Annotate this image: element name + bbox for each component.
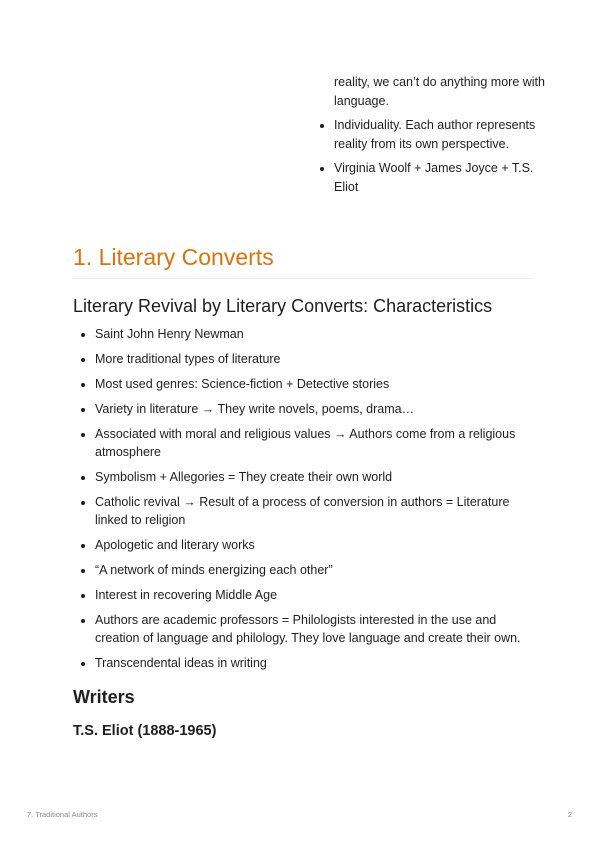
list-item: • Most used genres: Science-fiction + Detective stories <box>95 375 533 393</box>
list-item: • Apologetic and literary works <box>95 536 533 554</box>
writers-heading: Writers <box>73 687 135 707</box>
list-item: • Variety in literature → They write novels, poems, drama… <box>95 400 533 418</box>
literary-converts-section <box>73 240 533 742</box>
list-item: • Interest in recovering Middle Age <box>95 586 533 604</box>
intro-list <box>316 116 546 196</box>
continued-text: reality, we can’t do anything more with language. <box>334 75 545 108</box>
list-item: • More traditional types of literature <box>95 350 533 368</box>
list-item: • Virginia Woolf + James Joyce + T.S. Eliot <box>334 159 546 196</box>
list-item: • Symbolism + Allegories = They create their own world <box>95 468 533 486</box>
author-heading: T.S. Eliot (1888-1965) <box>73 723 217 739</box>
list-item: • Individuality. Each author represents reality from its own perspective. <box>334 116 546 153</box>
list-item: • “A network of minds energizing each other” <box>95 561 533 579</box>
list-item: • Transcendental ideas in writing <box>95 654 533 672</box>
page-footer <box>27 810 572 819</box>
list-item: • Associated with moral and religious values → Authors come from a religious atmosphere <box>95 425 533 461</box>
list-item: • Authors are academic professors = Philologists interested in the use and creation of language and philology. They love language and create their own. <box>95 611 533 647</box>
characteristics-list <box>73 325 533 672</box>
list-item: • Catholic revival → Result of a process of conversion in authors = Literature linked to religion <box>95 493 533 529</box>
footer-doc-title: 7. Traditional Authors <box>27 810 98 819</box>
page-number: 2 <box>567 810 572 819</box>
subsection-title: Literary Revival by Literary Converts: Characteristics <box>73 296 493 316</box>
intro-column <box>316 73 546 202</box>
section-title: 1. Literary Converts <box>73 240 533 279</box>
list-item: • Saint John Henry Newman <box>95 325 533 343</box>
